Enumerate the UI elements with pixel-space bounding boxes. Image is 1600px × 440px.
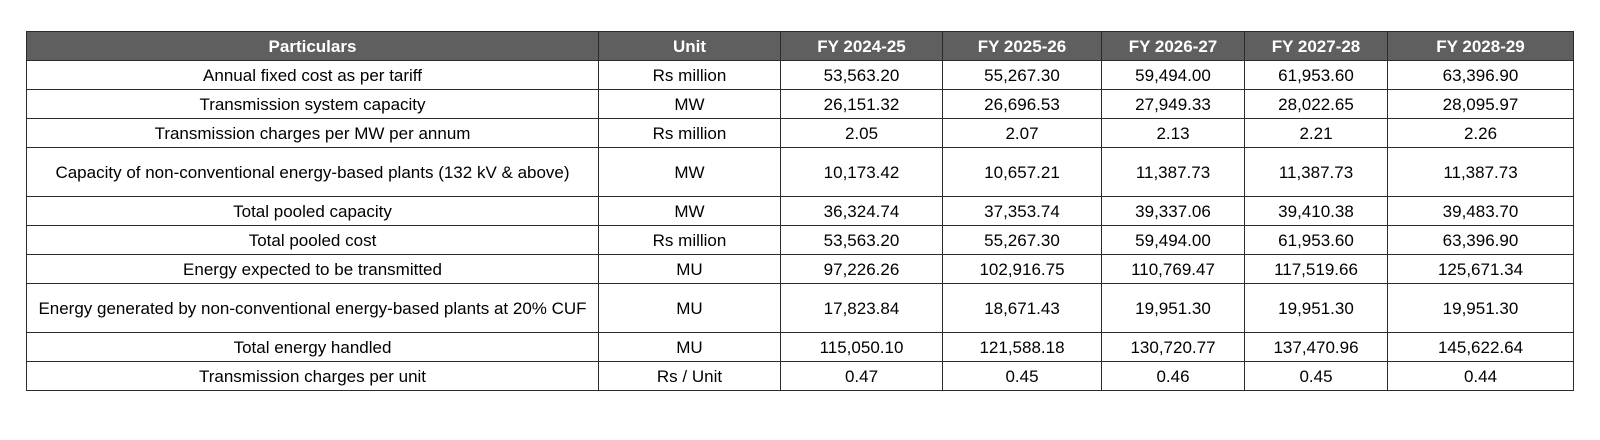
header-unit: Unit [599,32,781,61]
cell-particulars: Total pooled cost [27,226,599,255]
cell-value: 28,022.65 [1245,90,1388,119]
cell-unit: MU [599,284,781,333]
cell-value: 39,337.06 [1102,197,1245,226]
cell-value: 39,410.38 [1245,197,1388,226]
table-row [27,226,1574,255]
cell-value: 10,657.21 [943,148,1102,197]
cell-particulars: Transmission charges per MW per annum [27,119,599,148]
cell-value: 37,353.74 [943,197,1102,226]
table-row [27,148,1574,197]
header-fy-2025-26: FY 2025-26 [943,32,1102,61]
cell-value: 2.07 [943,119,1102,148]
cell-value: 19,951.30 [1102,284,1245,333]
cell-value: 0.46 [1102,362,1245,391]
table-row [27,197,1574,226]
cell-value: 2.13 [1102,119,1245,148]
header-fy-2026-27: FY 2026-27 [1102,32,1245,61]
table-row [27,119,1574,148]
cell-value: 18,671.43 [943,284,1102,333]
cell-value: 28,095.97 [1388,90,1574,119]
cell-value: 137,470.96 [1245,333,1388,362]
cell-value: 145,622.64 [1388,333,1574,362]
cell-value: 59,494.00 [1102,226,1245,255]
cell-value: 121,588.18 [943,333,1102,362]
cell-value: 11,387.73 [1245,148,1388,197]
cell-particulars: Energy expected to be transmitted [27,255,599,284]
cell-value: 59,494.00 [1102,61,1245,90]
header-row [27,32,1574,61]
cell-unit: Rs million [599,61,781,90]
cell-value: 0.47 [781,362,943,391]
cell-value: 36,324.74 [781,197,943,226]
header-fy-2027-28: FY 2027-28 [1245,32,1388,61]
cell-particulars: Annual fixed cost as per tariff [27,61,599,90]
cell-value: 61,953.60 [1245,61,1388,90]
cell-particulars: Capacity of non-conventional energy-based plants (132 kV & above) [27,148,599,197]
cell-particulars: Total pooled capacity [27,197,599,226]
table-row [27,284,1574,333]
cell-value: 117,519.66 [1245,255,1388,284]
cell-value: 11,387.73 [1388,148,1574,197]
cell-value: 0.44 [1388,362,1574,391]
table-row [27,333,1574,362]
cell-value: 2.05 [781,119,943,148]
cell-value: 102,916.75 [943,255,1102,284]
header-particulars: Particulars [27,32,599,61]
cell-value: 63,396.90 [1388,61,1574,90]
cell-value: 10,173.42 [781,148,943,197]
cell-unit: Rs million [599,226,781,255]
table-row [27,61,1574,90]
cell-unit: Rs / Unit [599,362,781,391]
cell-value: 130,720.77 [1102,333,1245,362]
cell-value: 0.45 [1245,362,1388,391]
cell-particulars: Total energy handled [27,333,599,362]
tariff-table-container [26,31,1573,391]
table-row [27,362,1574,391]
cell-value: 27,949.33 [1102,90,1245,119]
cell-particulars: Energy generated by non-conventional energy-based plants at 20% CUF [27,284,599,333]
cell-unit: MU [599,333,781,362]
cell-value: 115,050.10 [781,333,943,362]
cell-value: 26,696.53 [943,90,1102,119]
cell-value: 55,267.30 [943,226,1102,255]
cell-unit: MW [599,148,781,197]
header-fy-2028-29: FY 2028-29 [1388,32,1574,61]
table-row [27,90,1574,119]
header-fy-2024-25: FY 2024-25 [781,32,943,61]
cell-value: 125,671.34 [1388,255,1574,284]
cell-particulars: Transmission charges per unit [27,362,599,391]
cell-value: 53,563.20 [781,61,943,90]
cell-value: 2.26 [1388,119,1574,148]
cell-value: 11,387.73 [1102,148,1245,197]
cell-value: 19,951.30 [1245,284,1388,333]
tariff-table [26,31,1574,391]
cell-value: 2.21 [1245,119,1388,148]
cell-particulars: Transmission system capacity [27,90,599,119]
cell-value: 53,563.20 [781,226,943,255]
cell-value: 55,267.30 [943,61,1102,90]
cell-unit: Rs million [599,119,781,148]
cell-unit: MW [599,197,781,226]
cell-unit: MW [599,90,781,119]
cell-value: 39,483.70 [1388,197,1574,226]
cell-value: 61,953.60 [1245,226,1388,255]
cell-unit: MU [599,255,781,284]
cell-value: 19,951.30 [1388,284,1574,333]
cell-value: 110,769.47 [1102,255,1245,284]
cell-value: 26,151.32 [781,90,943,119]
cell-value: 0.45 [943,362,1102,391]
table-row [27,255,1574,284]
cell-value: 63,396.90 [1388,226,1574,255]
cell-value: 17,823.84 [781,284,943,333]
cell-value: 97,226.26 [781,255,943,284]
